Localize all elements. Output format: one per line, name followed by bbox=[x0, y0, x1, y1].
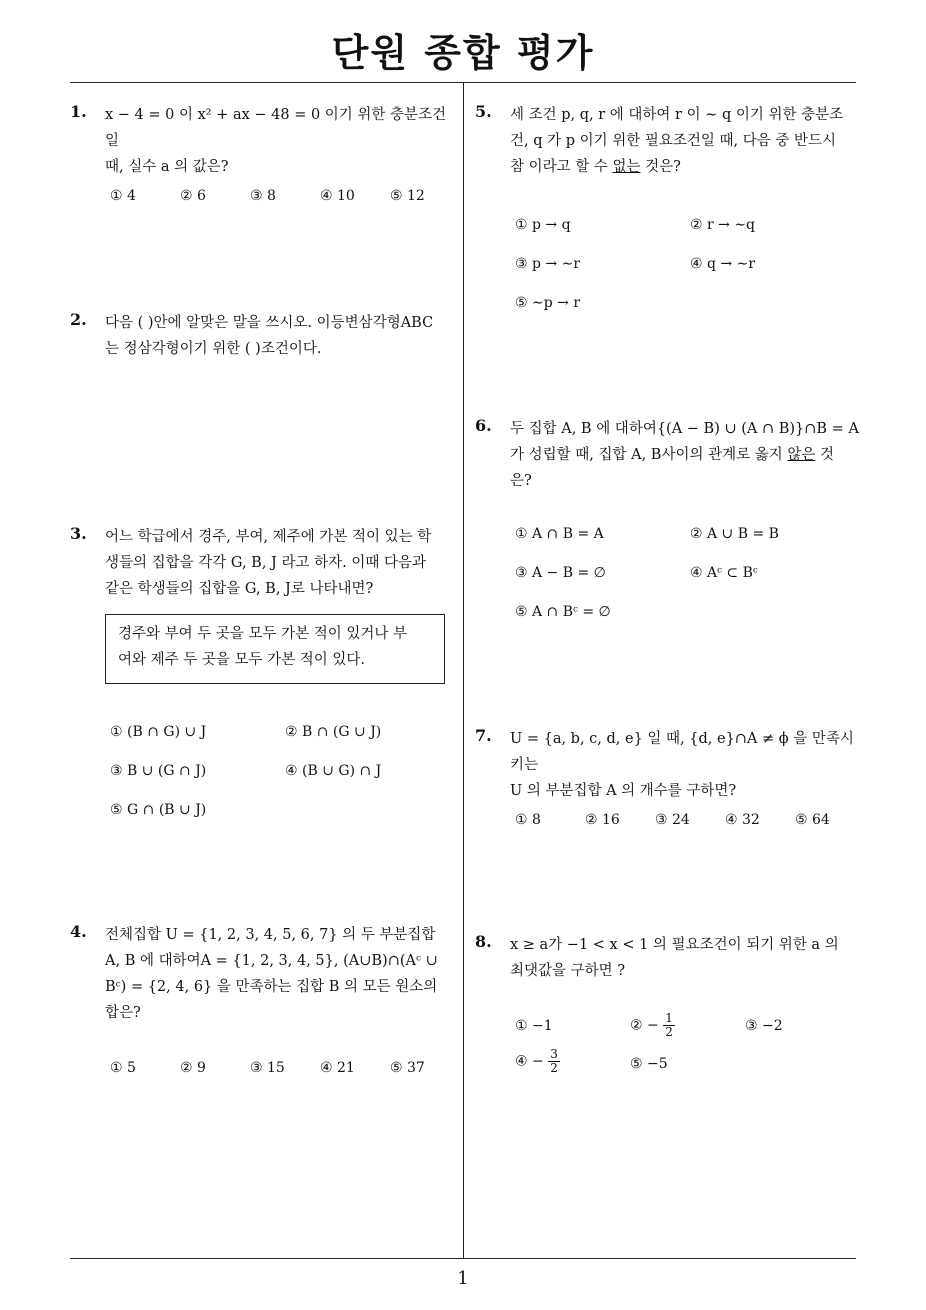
option-1[interactable]: ① −1 bbox=[515, 1018, 553, 1034]
fraction-denominator: 2 bbox=[550, 1061, 558, 1075]
question-text bbox=[105, 310, 460, 362]
page-number: 1 bbox=[457, 1268, 469, 1289]
option-4[interactable]: ④ 21 bbox=[320, 1060, 355, 1076]
question-line: 다음 ( )안에 알맞은 말을 쓰시오. 이등변삼각형ABC bbox=[105, 315, 434, 331]
option-1[interactable]: ① 5 bbox=[110, 1060, 136, 1076]
option-5[interactable]: ⑤ 64 bbox=[795, 812, 830, 828]
option-4[interactable]: ④ 10 bbox=[320, 188, 355, 204]
question-line: 어느 학급에서 경주, 부여, 제주에 가본 적이 있는 학 bbox=[105, 529, 432, 545]
question-line: 생들의 집합을 각각 G, B, J 라고 하자. 이때 다음과 bbox=[105, 555, 426, 571]
option-3[interactable]: ③ p → ∼r bbox=[515, 256, 581, 272]
question-line: Bᶜ) = {2, 4, 6} 을 만족하는 집합 B 의 모든 원소의 bbox=[105, 979, 438, 995]
question-text bbox=[510, 932, 865, 984]
option-2[interactable]: ② A ∪ B = B bbox=[690, 526, 779, 542]
option-1[interactable]: ① 8 bbox=[515, 812, 541, 828]
option-1[interactable]: ① p → q bbox=[515, 217, 571, 233]
box-line: 여와 제주 두 곳을 모두 가본 적이 있다. bbox=[118, 652, 365, 668]
option-1[interactable]: ① A ∩ B = A bbox=[515, 526, 604, 542]
question-line: x − 4 = 0 이 x² + ax − 48 = 0 이기 위한 충분조건일 bbox=[105, 107, 447, 149]
bottom-rule bbox=[70, 1258, 856, 1259]
option-2[interactable]: ② r → ∼q bbox=[690, 217, 756, 233]
option-3[interactable]: ③ 15 bbox=[250, 1060, 285, 1076]
option-3[interactable]: ③ 24 bbox=[655, 812, 690, 828]
option-4[interactable]: ④ (B ∪ G) ∩ J bbox=[285, 763, 382, 779]
question-line: U = {a, b, c, d, e} 일 때, {d, e}∩A ≠ ϕ 을 만족시키는 bbox=[510, 731, 854, 773]
option-2[interactable]: ② 16 bbox=[585, 812, 620, 828]
option-1[interactable]: ① (B ∩ G) ∪ J bbox=[110, 724, 207, 740]
option-1[interactable]: ① 4 bbox=[110, 188, 136, 204]
fraction bbox=[663, 1012, 675, 1039]
question-line: 합은? bbox=[105, 1005, 141, 1021]
option-5[interactable]: ⑤ 12 bbox=[390, 188, 425, 204]
option-4[interactable]: ④ Aᶜ ⊂ Bᶜ bbox=[690, 565, 758, 581]
option-label: ② − bbox=[630, 1017, 659, 1034]
question-line bbox=[510, 154, 860, 180]
option-2[interactable]: ② 6 bbox=[180, 188, 206, 204]
question-number: 6. bbox=[475, 416, 492, 435]
option-4[interactable]: ④ q → ∼r bbox=[690, 256, 756, 272]
option-5[interactable]: ⑤ G ∩ (B ∪ J) bbox=[110, 802, 207, 818]
option-3[interactable]: ③ A − B = ∅ bbox=[515, 565, 606, 581]
question-text bbox=[510, 416, 865, 494]
question-line bbox=[510, 442, 865, 468]
question-text bbox=[510, 102, 860, 180]
condition-box bbox=[105, 614, 445, 684]
question-number: 5. bbox=[475, 102, 492, 121]
option-3[interactable]: ③ 8 bbox=[250, 188, 276, 204]
text-fragment: 가 성립할 때, 집합 A, B사이의 관계로 옳지 bbox=[510, 447, 788, 463]
question-line: 때, 실수 a 의 값은? bbox=[105, 159, 229, 175]
text-fragment: 것 bbox=[815, 447, 834, 463]
option-2[interactable] bbox=[630, 1012, 675, 1039]
question-number: 7. bbox=[475, 726, 492, 745]
option-3[interactable]: ③ −2 bbox=[745, 1018, 783, 1034]
option-4[interactable]: ④ 32 bbox=[725, 812, 760, 828]
option-5[interactable]: ⑤ A ∩ Bᶜ = ∅ bbox=[515, 604, 611, 620]
question-number: 4. bbox=[70, 922, 87, 941]
question-line: U 의 부분집합 A 의 개수를 구하면? bbox=[510, 783, 737, 799]
option-2[interactable]: ② B ∩ (G ∪ J) bbox=[285, 724, 382, 740]
question-line: 전체집합 U = {1, 2, 3, 4, 5, 6, 7} 의 두 부분집합 bbox=[105, 927, 436, 943]
fraction bbox=[548, 1048, 560, 1075]
option-5[interactable]: ⑤ 37 bbox=[390, 1060, 425, 1076]
question-number: 1. bbox=[70, 102, 87, 121]
text-fragment: 것은? bbox=[640, 159, 681, 175]
question-number: 8. bbox=[475, 932, 492, 951]
question-text bbox=[105, 922, 465, 1026]
option-label: ④ − bbox=[515, 1053, 544, 1070]
column-divider bbox=[463, 82, 464, 1258]
box-line: 경주와 부여 두 곳을 모두 가본 적이 있거나 부 bbox=[118, 626, 407, 642]
question-text bbox=[105, 102, 460, 180]
question-line: A, B 에 대하여A = {1, 2, 3, 4, 5}, (A∪B)∩(Aᶜ ∪ bbox=[105, 953, 438, 969]
question-line: 같은 학생들의 집합을 G, B, J로 나타내면? bbox=[105, 581, 374, 597]
option-3[interactable]: ③ B ∪ (G ∩ J) bbox=[110, 763, 207, 779]
question-line: 은? bbox=[510, 473, 532, 489]
question-text bbox=[105, 524, 460, 602]
option-5[interactable]: ⑤ −5 bbox=[630, 1056, 668, 1072]
underlined-word: 없는 bbox=[612, 159, 641, 175]
fraction-denominator: 2 bbox=[665, 1025, 673, 1039]
question-line: 건, q 가 p 이기 위한 필요조건일 때, 다음 중 반드시 bbox=[510, 133, 836, 149]
option-2[interactable]: ② 9 bbox=[180, 1060, 206, 1076]
fraction-numerator: 3 bbox=[550, 1047, 558, 1061]
fraction-numerator: 1 bbox=[665, 1011, 673, 1025]
question-number: 2. bbox=[70, 310, 87, 329]
question-line: 두 집합 A, B 에 대하여{(A − B) ∪ (A ∩ B)}∩B = A bbox=[510, 421, 859, 437]
question-line: 최댓값을 구하면 ? bbox=[510, 963, 626, 979]
option-4[interactable] bbox=[515, 1048, 560, 1075]
question-line: x ≥ a가 −1 < x < 1 의 필요조건이 되기 위한 a 의 bbox=[510, 937, 839, 953]
question-text bbox=[510, 726, 865, 804]
question-number: 3. bbox=[70, 524, 87, 543]
option-5[interactable]: ⑤ ∼p → r bbox=[515, 295, 581, 311]
question-line: 세 조건 p, q, r 에 대하여 r 이 ∼ q 이기 위한 충분조 bbox=[510, 107, 844, 123]
text-fragment: 참 이라고 할 수 bbox=[510, 159, 613, 175]
question-line: 는 정삼각형이기 위한 ( )조건이다. bbox=[105, 341, 322, 357]
page-title: 단원 종합 평가 bbox=[331, 31, 595, 75]
underlined-word: 않은 bbox=[787, 447, 816, 463]
